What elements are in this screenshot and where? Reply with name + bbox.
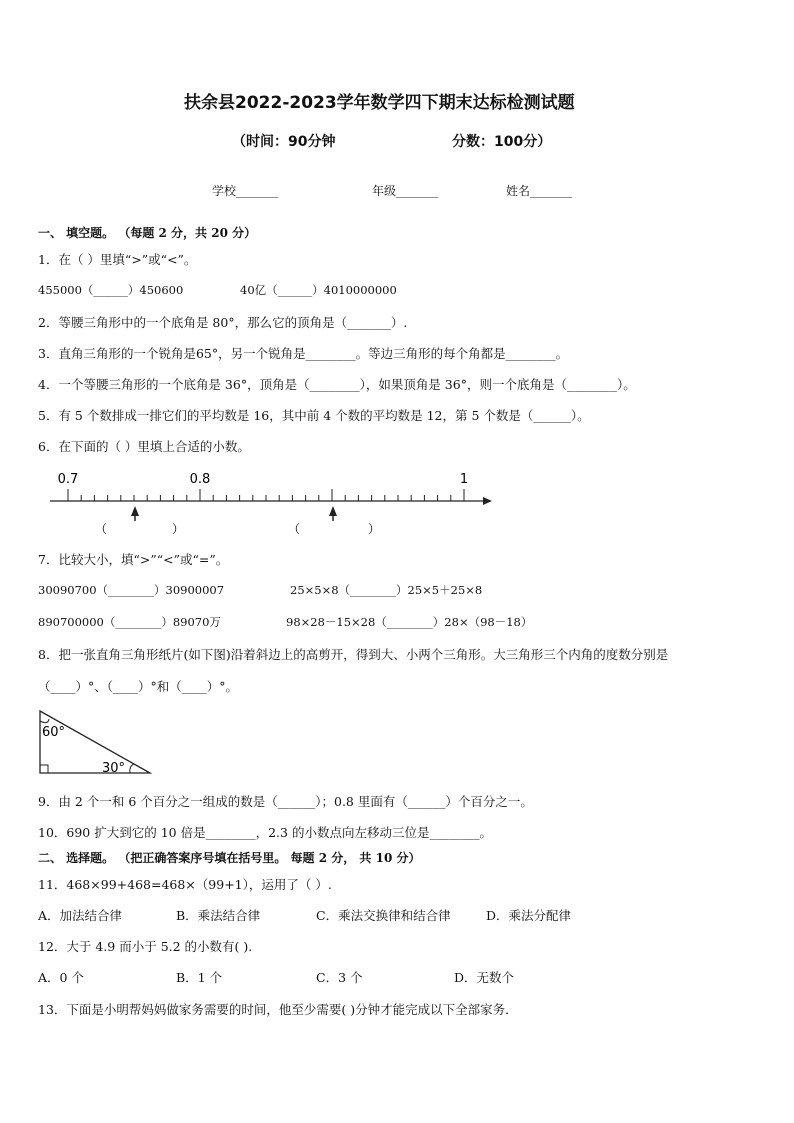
question-7c: 890700000（________）89070万 (38, 615, 221, 629)
question-3: 3．直角三角形的一个锐角是65°，另一个锐角是________。等边三角形的每个角都是________。 (38, 346, 569, 361)
question-1b: 40亿（______）4010000000 (240, 283, 397, 297)
tick-label-1: 1 (459, 472, 469, 487)
q11-option-d: D．乘法分配律 (486, 908, 572, 923)
q11-option-b: B．乘法结合律 (176, 908, 261, 923)
question-11: 11．468×99+468=468×（99+1），运用了（ ）. (38, 877, 332, 892)
right-triangle-figure (36, 706, 156, 778)
answer-blank-2-close: ） (368, 522, 381, 536)
angle-arc-right (130, 764, 134, 773)
time-limit: （时间：90分钟 (232, 134, 336, 150)
angle-label-60: 60° (42, 725, 66, 740)
question-10: 10．690 扩大到它的 10 倍是________，2.3 的小数点向左移动三位是________。 (38, 825, 492, 840)
question-1a: 455000（______）450600 (38, 283, 184, 297)
question-7d: 98×28－15×28（________）28×（98－18） (286, 615, 533, 629)
question-9: 9．由 2 个一和 6 个百分之一组成的数是（______）；0.8 里面有（______）个百分之一。 (38, 794, 533, 809)
total-score: 分数：100分） (452, 134, 552, 150)
question-12: 12．大于 4.9 而小于 5.2 的小数有( ). (38, 939, 253, 954)
grade-field: 年级_______ (372, 184, 439, 198)
question-8-blanks: （____）°、（____）°和（____）°。 (38, 679, 239, 694)
axis-arrowhead (483, 497, 492, 505)
question-2: 2．等腰三角形中的一个底角是 80°，那么它的顶角是（_______）. (38, 315, 408, 330)
q12-option-b: B．1 个 (176, 970, 223, 985)
exam-title: 扶余县2022-2023学年数学四下期末达标检测试题 (184, 93, 575, 113)
section-1-heading: 一、 填空题。 （每题 2 分，共 20 分） (38, 226, 257, 240)
question-7a: 30090700（________）30900007 (38, 583, 225, 597)
tick-label-0-8: 0.8 (189, 472, 211, 487)
question-7: 7．比较大小，填“>”“<”或“=”。 (38, 552, 229, 567)
question-5: 5．有 5 个数排成一排它们的平均数是 16，其中前 4 个数的平均数是 12，第 5 个数是（______）。 (38, 408, 590, 423)
question-4: 4．一个等腰三角形的一个底角是 36°，顶角是（________），如果顶角是 36°，则一个底角是（________）。 (38, 377, 636, 392)
tick-label-0-7: 0.7 (57, 472, 79, 487)
right-angle-mark (40, 765, 48, 773)
name-field: 姓名_______ (506, 184, 573, 198)
question-6: 6．在下面的（ ）里填上合适的小数。 (38, 439, 250, 454)
q12-option-d: D．无数个 (454, 970, 515, 985)
number-line-ticks (68, 489, 464, 501)
q12-option-a: A．0 个 (38, 970, 84, 985)
number-line-figure (40, 466, 510, 542)
answer-blank-2-open: （ (288, 522, 301, 536)
q12-option-c: C．3 个 (316, 970, 363, 985)
school-field: 学校_______ (212, 184, 279, 198)
angle-arc-top (40, 719, 49, 723)
q11-option-a: A．加法结合律 (38, 908, 123, 923)
angle-label-30: 30° (102, 761, 126, 776)
answer-blank-1-close: ） (172, 522, 185, 536)
section-2-heading: 二、 选择题。 （把正确答案序号填在括号里。 每题 2 分， 共 10 分） (38, 851, 421, 865)
question-7b: 25×5×8（________）25×5＋25×8 (290, 583, 483, 597)
question-8: 8．把一张直角三角形纸片(如下图)沿着斜边上的高剪开，得到大、小两个三角形。大三角形三个内角的度数分别是 (38, 647, 669, 662)
q11-option-c: C．乘法交换律和结合律 (316, 908, 451, 923)
question-13: 13．下面是小明帮妈妈做家务需要的时间，他至少需要( )分钟才能完成以下全部家务． (38, 1002, 518, 1017)
question-1: 1．在（ ）里填“>”或“<”。 (38, 252, 197, 267)
answer-blank-1-open: （ (95, 522, 108, 536)
